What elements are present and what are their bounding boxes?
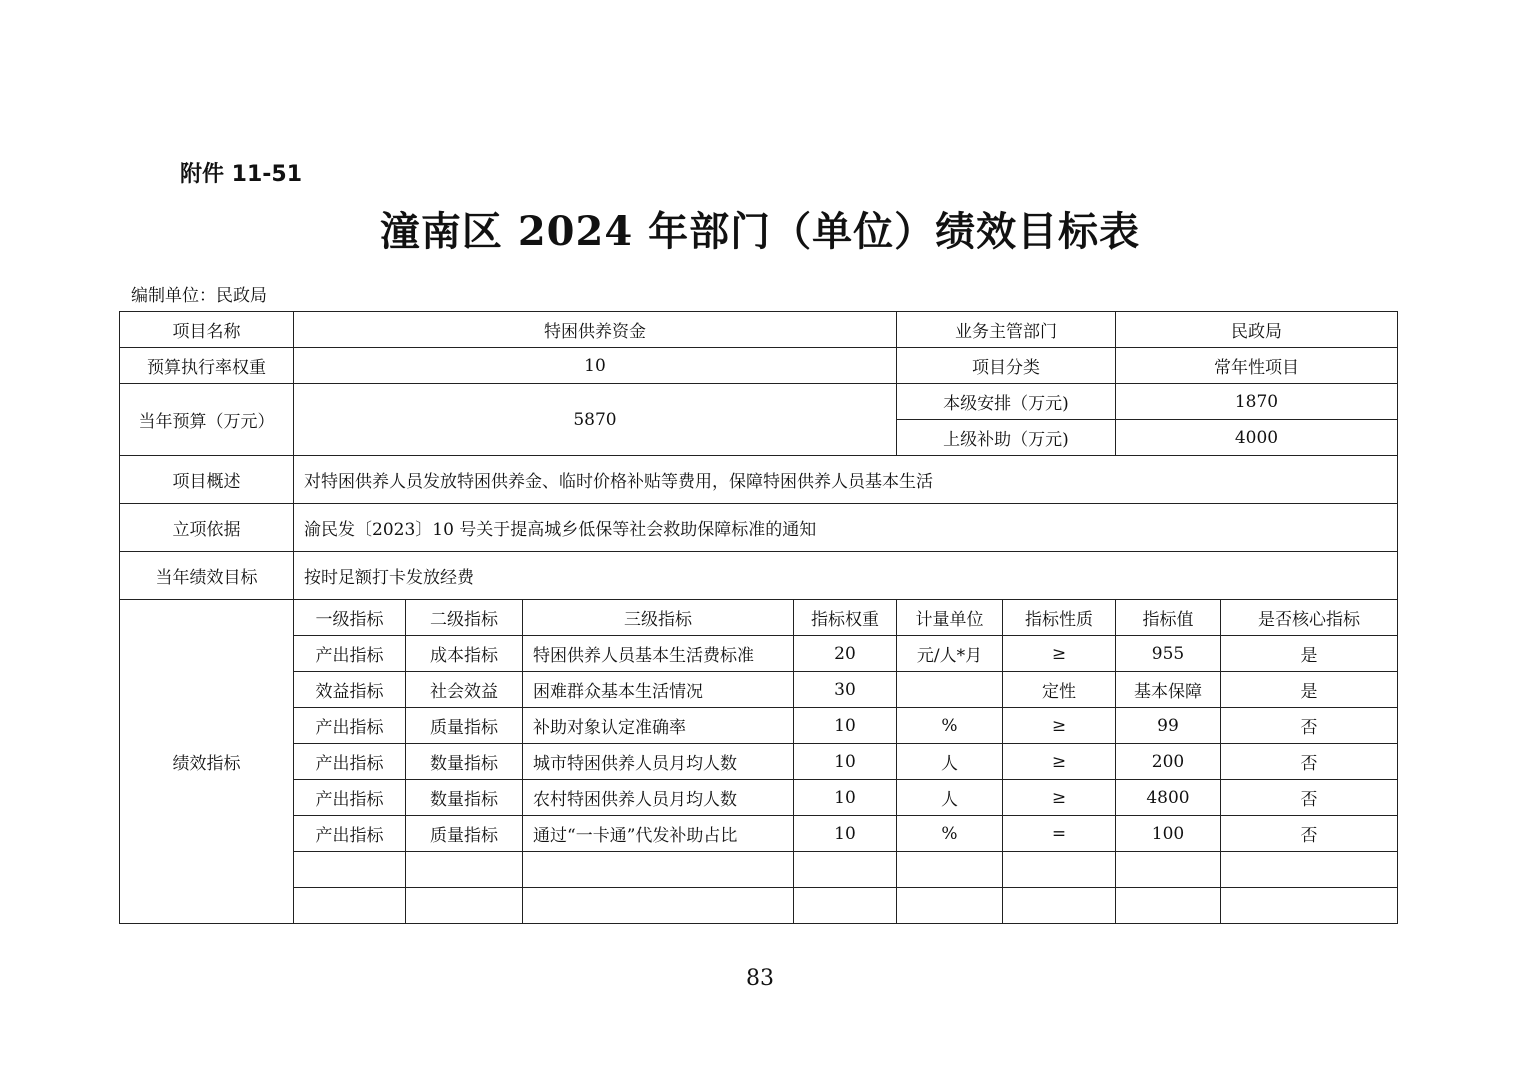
compiler-unit: 编制单位：民政局: [131, 286, 267, 306]
project-name-value: 特困供养资金: [294, 312, 897, 348]
header-level3: 三级指标: [523, 600, 794, 636]
indicator-level3-cell: 农村特困供养人员月均人数: [523, 780, 794, 816]
indicator-weight-cell: 10: [794, 816, 897, 852]
indicator-core-cell: 是: [1221, 636, 1398, 672]
header-unit: 计量单位: [897, 600, 1003, 636]
basis-value: 渝民发〔2023〕10 号关于提高城乡低保等社会救助保障标准的通知: [294, 504, 1398, 552]
indicator-level1-cell: 效益指标: [294, 672, 406, 708]
indicator-core-cell: [1221, 852, 1398, 888]
indicator-core-cell: [1221, 888, 1398, 924]
indicator-row: [120, 852, 1398, 888]
indicator-level1-cell: 产出指标: [294, 780, 406, 816]
indicator-level1-cell: [294, 852, 406, 888]
indicator-weight-cell: 30: [794, 672, 897, 708]
header-value: 指标值: [1116, 600, 1221, 636]
weight-value: 10: [294, 348, 897, 384]
indicator-level3-cell: [523, 852, 794, 888]
indicator-nature-cell: ≥: [1003, 636, 1116, 672]
indicator-nature-cell: [1003, 852, 1116, 888]
indicator-row: [120, 708, 1398, 744]
header-nature: 指标性质: [1003, 600, 1116, 636]
superior-value: 4000: [1116, 420, 1398, 456]
indicator-level3-cell: 特困供养人员基本生活费标准: [523, 636, 794, 672]
header-weight: 指标权重: [794, 600, 897, 636]
indicator-nature-cell: [1003, 888, 1116, 924]
indicator-value-cell: 100: [1116, 816, 1221, 852]
weight-label: 预算执行率权重: [120, 348, 294, 384]
indicator-weight-cell: 10: [794, 744, 897, 780]
indicators-label: 绩效指标: [120, 600, 294, 924]
indicator-nature-cell: =: [1003, 816, 1116, 852]
indicator-level1-cell: [294, 888, 406, 924]
indicator-core-cell: 否: [1221, 780, 1398, 816]
indicator-core-cell: 否: [1221, 816, 1398, 852]
indicator-weight-cell: 10: [794, 708, 897, 744]
indicator-level1-cell: 产出指标: [294, 708, 406, 744]
page-title: 潼南区 2024 年部门（单位）绩效目标表: [379, 208, 1141, 255]
indicator-level2-cell: 成本指标: [406, 636, 523, 672]
overview-value: 对特困供养人员发放特困供养金、临时价格补贴等费用，保障特困供养人员基本生活: [294, 456, 1398, 504]
category-value: 常年性项目: [1116, 348, 1398, 384]
attachment-label: 附件 11-51: [180, 162, 303, 187]
indicator-level3-cell: 城市特困供养人员月均人数: [523, 744, 794, 780]
indicator-level2-cell: 质量指标: [406, 708, 523, 744]
project-name-label: 项目名称: [120, 312, 294, 348]
indicator-level2-cell: 社会效益: [406, 672, 523, 708]
indicator-level2-cell: [406, 852, 523, 888]
header-level2: 二级指标: [406, 600, 523, 636]
indicator-unit-cell: %: [897, 816, 1003, 852]
indicator-row: [120, 816, 1398, 852]
indicator-unit-cell: 人: [897, 744, 1003, 780]
table-row: [120, 312, 1398, 348]
overview-label: 项目概述: [120, 456, 294, 504]
indicator-level3-cell: 补助对象认定准确率: [523, 708, 794, 744]
indicator-unit-cell: 人: [897, 780, 1003, 816]
indicator-row: [120, 744, 1398, 780]
budget-value: 5870: [294, 384, 897, 456]
indicator-weight-cell: [794, 852, 897, 888]
indicator-row: [120, 888, 1398, 924]
indicator-unit-cell: 元/人*月: [897, 636, 1003, 672]
indicator-level1-cell: 产出指标: [294, 744, 406, 780]
dept-label: 业务主管部门: [897, 312, 1116, 348]
table-row: [120, 348, 1398, 384]
performance-target-table: [119, 311, 1398, 924]
indicator-value-cell: 99: [1116, 708, 1221, 744]
indicator-value-cell: 955: [1116, 636, 1221, 672]
table-row: [120, 504, 1398, 552]
indicator-value-cell: 基本保障: [1116, 672, 1221, 708]
indicator-unit-cell: [897, 852, 1003, 888]
indicator-level3-cell: [523, 888, 794, 924]
indicator-level1-cell: 产出指标: [294, 816, 406, 852]
local-value: 1870: [1116, 384, 1398, 420]
indicator-nature-cell: ≥: [1003, 780, 1116, 816]
indicator-weight-cell: 20: [794, 636, 897, 672]
indicator-row: [120, 672, 1398, 708]
page-number: 83: [746, 966, 774, 991]
indicator-unit-cell: %: [897, 708, 1003, 744]
superior-label: 上级补助（万元): [897, 420, 1116, 456]
indicator-level2-cell: 数量指标: [406, 780, 523, 816]
local-label: 本级安排（万元): [897, 384, 1116, 420]
indicator-header-row: [120, 600, 1398, 636]
indicator-row: [120, 636, 1398, 672]
dept-value: 民政局: [1116, 312, 1398, 348]
indicator-row: [120, 780, 1398, 816]
indicator-level2-cell: 质量指标: [406, 816, 523, 852]
indicator-core-cell: 否: [1221, 708, 1398, 744]
goal-value: 按时足额打卡发放经费: [294, 552, 1398, 600]
indicator-value-cell: 4800: [1116, 780, 1221, 816]
indicator-unit-cell: [897, 888, 1003, 924]
indicator-core-cell: 是: [1221, 672, 1398, 708]
indicator-level1-cell: 产出指标: [294, 636, 406, 672]
category-label: 项目分类: [897, 348, 1116, 384]
indicator-value-cell: [1116, 852, 1221, 888]
goal-label: 当年绩效目标: [120, 552, 294, 600]
indicator-level2-cell: [406, 888, 523, 924]
basis-label: 立项依据: [120, 504, 294, 552]
indicator-nature-cell: ≥: [1003, 744, 1116, 780]
header-core: 是否核心指标: [1221, 600, 1398, 636]
indicator-level3-cell: 通过“一卡通”代发补助占比: [523, 816, 794, 852]
budget-label: 当年预算（万元）: [120, 384, 294, 456]
indicator-weight-cell: 10: [794, 780, 897, 816]
indicator-level3-cell: 困难群众基本生活情况: [523, 672, 794, 708]
table-row: [120, 552, 1398, 600]
indicator-level2-cell: 数量指标: [406, 744, 523, 780]
indicator-nature-cell: ≥: [1003, 708, 1116, 744]
indicator-value-cell: 200: [1116, 744, 1221, 780]
indicator-unit-cell: [897, 672, 1003, 708]
indicator-nature-cell: 定性: [1003, 672, 1116, 708]
indicator-weight-cell: [794, 888, 897, 924]
header-level1: 一级指标: [294, 600, 406, 636]
table-row: [120, 456, 1398, 504]
indicator-value-cell: [1116, 888, 1221, 924]
table-row: [120, 384, 1398, 420]
indicator-core-cell: 否: [1221, 744, 1398, 780]
